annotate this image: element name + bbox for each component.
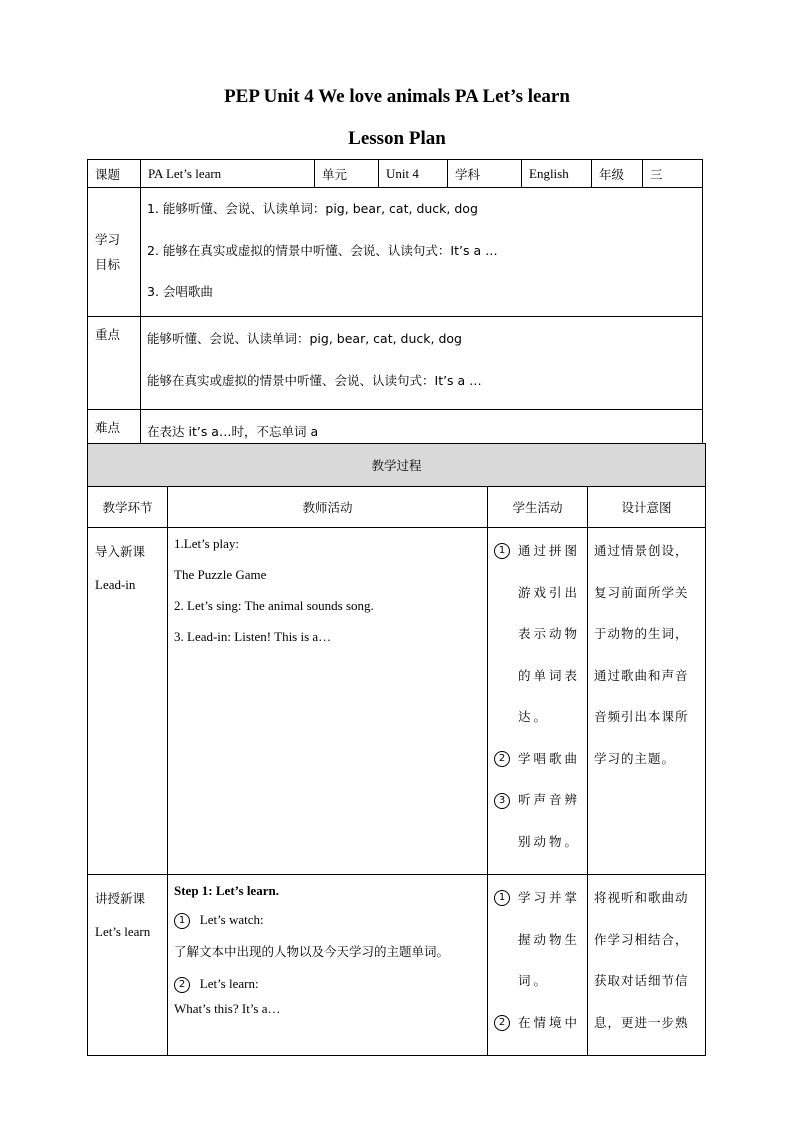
intent-line: 通过歌曲和声音 <box>594 667 689 683</box>
objective-1: 1. 能够听懂、会说、认读单词：pig, bear, cat, duck, dog <box>147 201 478 216</box>
circled-number: 2 <box>174 977 190 993</box>
teacher-item: 2. Let’s sing: The animal sounds song. <box>174 598 374 613</box>
intent-line: 复习前面所学关 <box>594 584 689 600</box>
student-activity <box>488 779 587 862</box>
intent-line: 作学习相结合， <box>594 931 689 947</box>
intent-line: 音频引出本课所 <box>594 709 689 724</box>
student-line: 表示动物 <box>518 626 581 641</box>
difficulty-text: 在表达 it’s a…时，不忘单词 a <box>141 410 703 460</box>
intent-line: 将视听和歌曲动 <box>594 890 689 905</box>
student-activity <box>488 542 587 738</box>
student-line: 学唱歌曲 <box>518 750 581 766</box>
objectives-label-a: 学习 <box>95 232 121 247</box>
circled-number: 2 <box>494 1015 510 1031</box>
teacher-step-title: Step 1: Let’s learn. <box>174 883 279 898</box>
key-point-1: 能够听懂、会说、认读单词：pig, bear, cat, duck, dog <box>147 331 462 346</box>
student-activity <box>488 738 587 780</box>
grade-label: 年级 <box>592 160 643 188</box>
stage-name-en: Lead-in <box>95 577 136 592</box>
document-subtitle: Lesson Plan <box>348 128 446 149</box>
student-line: 通过拼图 <box>518 543 581 558</box>
grade-value: 三 <box>643 160 703 188</box>
process-header: 教学过程 <box>88 444 706 487</box>
col-intent: 设计意图 <box>588 487 706 528</box>
circled-number: 1 <box>174 913 190 929</box>
student-activity <box>488 1002 587 1044</box>
student-line: 别动物。 <box>518 833 581 849</box>
stage-name-cn: 导入新课 <box>95 544 146 559</box>
stage-new-lesson-row <box>88 875 706 1056</box>
student-line: 在情境中 <box>518 1014 581 1030</box>
col-stage: 教学环节 <box>88 487 168 528</box>
subject-label: 学科 <box>448 160 522 188</box>
objective-2: 2. 能够在真实或虚拟的情景中听懂、会说、认读句式：It’s a … <box>147 243 498 258</box>
student-line: 握动物生 <box>518 931 581 947</box>
student-line: 达。 <box>518 709 550 724</box>
teacher-item: 1.Let’s play: <box>174 536 239 551</box>
topic-value: PA Let’s learn <box>141 160 315 188</box>
info-row <box>88 160 703 188</box>
intent-line: 通过情景创设， <box>594 543 689 558</box>
student-line: 听声音辨 <box>518 792 581 807</box>
col-student: 学生活动 <box>488 487 588 528</box>
circled-number: 1 <box>494 890 510 906</box>
key-point-2: 能够在真实或虚拟的情景中听懂、会说、认读句式：It’s a … <box>147 373 482 388</box>
circled-number: 2 <box>494 751 510 767</box>
column-header-row <box>88 487 706 528</box>
teacher-item: 3. Lead-in: Listen! This is a… <box>174 629 332 644</box>
objective-3: 3. 会唱歌曲 <box>147 284 213 299</box>
circled-number: 3 <box>494 793 510 809</box>
teacher-substep: Let’s learn: <box>199 976 259 992</box>
student-line: 词。 <box>518 973 550 988</box>
student-activity <box>488 889 587 1002</box>
intent-line: 于动物的生词， <box>594 626 689 641</box>
student-line: 的单词表 <box>518 667 581 683</box>
unit-label: 单元 <box>315 160 379 188</box>
col-teacher: 教师活动 <box>168 487 488 528</box>
key-points-row <box>88 317 703 410</box>
stage-name-cn: 讲授新课 <box>95 891 146 906</box>
unit-value: Unit 4 <box>379 160 448 188</box>
objectives-label-b: 目标 <box>95 257 121 272</box>
teacher-substep-desc: 了解文本中出现的人物以及今天学习的主题单词。 <box>174 944 450 960</box>
intent-line: 获取对话细节信 <box>594 973 689 988</box>
key-points-label: 重点 <box>88 317 141 410</box>
circled-number: 1 <box>494 543 510 559</box>
objectives-row <box>88 188 703 317</box>
student-line: 游戏引出 <box>518 584 581 600</box>
stage-lead-in-row <box>88 528 706 875</box>
teacher-substep: Let’s watch: <box>199 912 264 927</box>
subject-value: English <box>522 160 592 188</box>
teacher-substep-desc: What’s this? It’s a… <box>174 1001 281 1017</box>
topic-label: 课题 <box>88 160 141 188</box>
intent-line: 息，更进一步熟 <box>594 1014 689 1030</box>
difficulty-label: 难点 <box>88 410 141 460</box>
process-table <box>87 443 706 1056</box>
lesson-plan-table <box>87 159 703 460</box>
student-line: 学习并掌 <box>518 890 581 905</box>
stage-name-en: Let’s learn <box>95 924 151 939</box>
teacher-item: The Puzzle Game <box>174 567 267 582</box>
intent-line: 学习的主题。 <box>594 750 676 766</box>
document-title: PEP Unit 4 We love animals PA Let’s learn <box>224 86 570 107</box>
